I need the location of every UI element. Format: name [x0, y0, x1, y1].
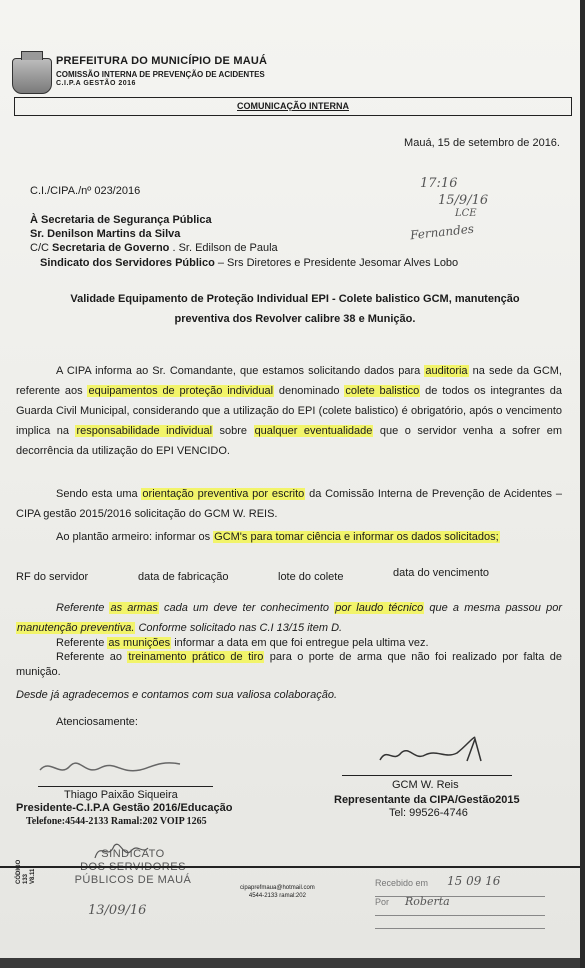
right-signer-name: GCM W. Reis: [392, 779, 459, 791]
sindicato-org: Sindicato dos Servidores Público: [40, 257, 215, 269]
left-signer-title: Presidente-C.I.P.A Gestão 2016/Educação: [16, 802, 233, 814]
field-lote: lote do colete: [278, 571, 344, 583]
union-stamp-date: 13/09/16: [88, 903, 147, 918]
highlight: qualquer eventualidade: [254, 425, 373, 437]
received-value: 15 09 16: [447, 874, 501, 888]
text-run: da Comissão Interna de Prevenção de Acidentes – CIPA gestão 2015/2016 solicitação do GCM W. REIS.: [16, 488, 562, 520]
footer-phone: 4544-2133 ramal:202: [248, 893, 306, 899]
union-stamp-line-1: SINDICATO: [101, 848, 165, 860]
closing-line: Desde já agradecemos e contamos com sua valiosa colaboração.: [16, 689, 338, 701]
subject-line-1: Validade Equipamento de Proteção Individual EPI - Colete balistico GCM, manutenção: [70, 293, 520, 305]
footer-contact: [240, 884, 315, 900]
highlight: colete balistico: [345, 385, 420, 397]
highlight: por laudo técnico: [335, 602, 424, 614]
text-run: Referente: [56, 602, 110, 614]
left-signer-name: Thiago Paixão Siqueira: [64, 789, 178, 801]
footer-rule: [0, 866, 580, 868]
header-prefeitura: PREFEITURA DO MUNICÍPIO DE MAUÁ: [56, 55, 268, 67]
union-stamp-line-3: PÚBLICOS DE MAUÁ: [74, 874, 192, 886]
date-line: Mauá, 15 de setembro de 2016.: [404, 137, 560, 149]
right-signature-scribble: [375, 735, 490, 770]
sindicato-rest: – Srs Diretores e Presidente Jesomar Alves Lobo: [214, 257, 459, 269]
right-signature-line: [342, 775, 512, 776]
field-rf: RF do servidor: [16, 571, 89, 583]
highlight: as armas: [110, 602, 158, 614]
received-row: [375, 874, 545, 897]
cc-prefix: C/C: [30, 242, 49, 254]
greeting: Atenciosamente:: [56, 716, 138, 728]
handwritten-signature: Fernandes: [409, 221, 475, 243]
addressee-line-1: À Secretaria de Segurança Pública: [30, 214, 212, 226]
left-signature-scribble: [30, 748, 190, 788]
text-run: que a mesma passou por: [424, 602, 562, 614]
text-run: de todos os integrantes da Guarda Civil Municipal, considerando que a utilização do EPI (colete balistico) é obrigatório, após o vencimento implica na: [16, 385, 562, 437]
receipt-stamp: [375, 874, 545, 929]
por-row: [375, 897, 545, 916]
subject-line-2: preventiva dos Revolver calibre 38 e Munição.: [174, 313, 416, 325]
highlight: manutenção preventiva.: [17, 622, 135, 634]
text-run: Conforme solicitado nas C.I 13/15 item D.: [135, 622, 343, 634]
text-run: informar a data em que foi entregue pela ultima vez.: [171, 637, 429, 649]
stamp-blank-row: [375, 916, 545, 929]
header-gestao: C.I.P.A GESTÃO 2016: [56, 80, 136, 87]
highlight: equipamentos de proteção individual: [88, 385, 274, 397]
text-run: para o porte de arma que não foi realizado por falta de munição.: [16, 651, 562, 678]
handwritten-time: 17:16: [420, 176, 458, 191]
text-run: Referente ao: [56, 651, 128, 663]
text-run: cada um deve ter conhecimento: [158, 602, 335, 614]
left-signature-line: [38, 786, 213, 787]
highlight: responsabilidade individual: [76, 425, 213, 437]
side-code-version: V8.11: [30, 868, 36, 884]
addressee-line-2: Sr. Denilson Martins da Silva: [30, 228, 181, 240]
side-code: [16, 859, 37, 884]
highlight: GCM's para tomar ciência e informar os dados solicitados;: [214, 531, 499, 543]
text-run: denominado: [274, 385, 345, 397]
highlight: as munições: [108, 637, 171, 649]
side-code-label: CÓDIGO: [16, 859, 22, 884]
text-run: Sendo esta uma: [56, 488, 142, 500]
header-comissao: COMISSÃO INTERNA DE PREVENÇÃO DE ACIDENTES: [56, 70, 265, 79]
cc-org: Secretaria de Governo: [52, 242, 170, 254]
paragraph-2: [16, 484, 562, 524]
field-fabricacao: data de fabricação: [138, 571, 229, 583]
paragraph-1: [16, 361, 562, 461]
highlight: auditoria: [425, 365, 468, 377]
por-value: Roberta: [405, 895, 450, 908]
paragraph-3: [16, 527, 562, 547]
footer-email: cipaprefmaua@hotmail.com: [240, 885, 315, 891]
subject-block: [30, 289, 560, 329]
handwritten-initials: LCE: [455, 208, 477, 219]
union-stamp-line-2: DOS SERVIDORES: [80, 861, 186, 873]
left-signer-phone: Telefone:4544-2133 Ramal:202 VOIP 1265: [26, 816, 207, 827]
page-edge-shadow: [580, 0, 585, 968]
reference-number: C.I./CIPA./nº 023/2016: [30, 185, 141, 197]
paragraph-5: [16, 636, 562, 651]
highlight: treinamento prático de tiro: [128, 651, 264, 663]
text-run: sobre: [213, 425, 254, 437]
municipal-crest-icon: [12, 58, 52, 94]
side-code-number: 133: [23, 873, 29, 884]
text-run: Ao plantão armeiro: informar os: [56, 531, 214, 543]
por-label: Por: [375, 897, 390, 907]
paragraph-6: [16, 650, 562, 680]
right-signer-title: Representante da CIPA/Gestão2015: [334, 794, 520, 806]
text-run: que o servidor venha a sofrer em decorrência da utilização do EPI VENCIDO.: [16, 425, 563, 457]
paragraph-4: [16, 598, 562, 638]
doc-type-title: COMUNICAÇÃO INTERNA: [237, 101, 349, 111]
handwritten-date: 15/9/16: [438, 193, 489, 208]
text-run: na sede da GCM, referente aos: [16, 365, 562, 397]
text-run: Referente: [56, 637, 108, 649]
addressee-cc-line: [30, 242, 278, 254]
received-label: Recebido em: [375, 878, 429, 888]
cc-person: . Sr. Edilson de Paula: [172, 242, 278, 254]
right-signer-phone: Tel: 99526-4746: [389, 807, 468, 819]
highlight: orientação preventiva por escrito: [142, 488, 305, 500]
union-stamp-signature: [90, 836, 150, 866]
text-run: A CIPA informa ao Sr. Comandante, que estamos solicitando dados para: [56, 365, 425, 377]
addressee-line-4: [40, 257, 458, 269]
doc-type-box: [14, 97, 572, 116]
field-vencimento: data do vencimento: [393, 567, 490, 579]
